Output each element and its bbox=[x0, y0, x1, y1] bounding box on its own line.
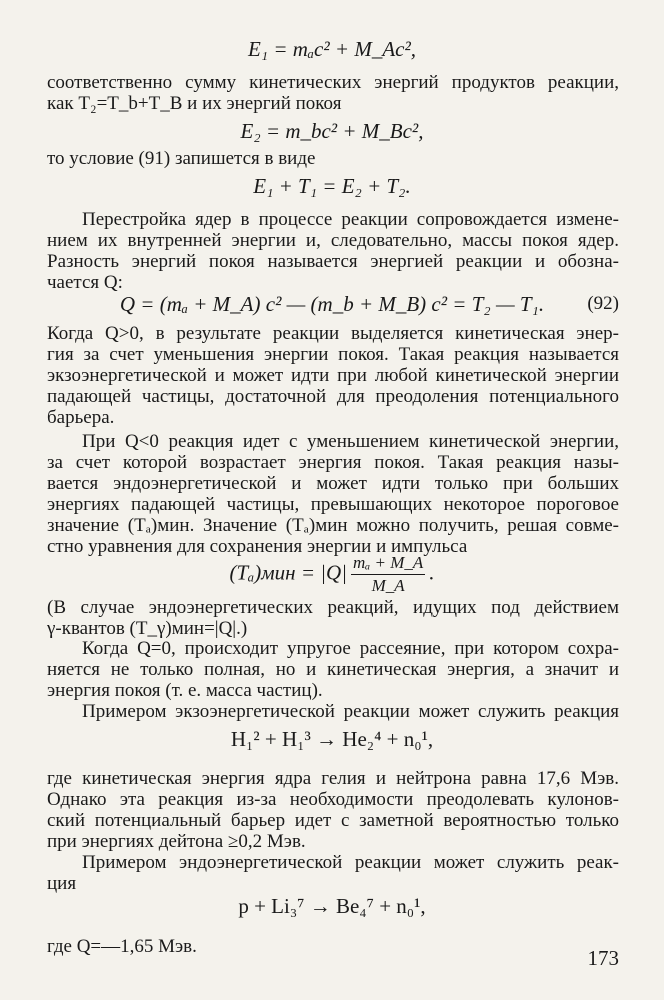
text-line: то условие (91) запишется в виде bbox=[47, 148, 316, 169]
text-line: Когда Q>0, в результате реакции выделяется кинетическая энер- bbox=[47, 323, 619, 344]
text-line: Разность энергий покоя называется энергией реакции и обозна- bbox=[47, 251, 619, 272]
text-line: стно уравнения для сохранения энергии и импульса bbox=[47, 536, 468, 557]
fraction-numerator: mₐ + M_A bbox=[351, 553, 425, 575]
text-line: как T₂=T_b+T_B и их энергий покоя bbox=[47, 93, 342, 114]
text-line: при энергиях дейтона ≥0,2 Мэв. bbox=[47, 831, 306, 852]
text-line: за счет которой возрастает энергия покоя. Такая реакция назы- bbox=[47, 452, 619, 473]
equation-number: (92) bbox=[587, 293, 619, 314]
formula-q-body: Q = (mₐ + M_A) c² — (m_b + M_B) c² = T₂ — T₁. bbox=[119, 292, 545, 316]
text-line: энергия покоя (т. е. масса частиц). bbox=[47, 680, 323, 701]
formula-e2: E₂ = m_bc² + M_Bc², bbox=[240, 119, 424, 143]
text-line: Однако эта реакция из-за необходимости преодолевать кулонов- bbox=[47, 789, 619, 810]
text-line: значение (Tₐ)мин. Значение (Tₐ)мин можно получить, решая совме- bbox=[47, 515, 619, 536]
text-line: (В случае эндоэнергетических реакций, идущих под действием bbox=[47, 597, 619, 618]
text-line: Примером эндоэнергетической реакции может служить реак- bbox=[82, 852, 619, 873]
text-line: Когда Q=0, происходит упругое рассеяние, при котором сохра- bbox=[82, 638, 619, 659]
text-line: нием их внутренней энергии и, следовательно, массы покоя ядер. bbox=[47, 230, 619, 251]
text-line: где Q=—1,65 Мэв. bbox=[47, 936, 197, 957]
threshold-lhs: (Tₐ)мин = |Q| bbox=[229, 560, 347, 585]
page-number: 173 bbox=[587, 946, 619, 970]
formula-threshold bbox=[0, 553, 664, 596]
formula-q-definition bbox=[0, 291, 664, 317]
text-line: где кинетическая энергия ядра гелия и нейтрона равна 17,6 Мэв. bbox=[47, 768, 619, 789]
text-line: ский потенциальный барьер идет с заметной вероятностью только bbox=[47, 810, 619, 831]
text-line: гия за счет уменьшения энергии покоя. Такая реакция называется bbox=[47, 344, 619, 365]
formula-endo-reaction: p + Li₃⁷ → Be₄⁷ + n₀¹, bbox=[238, 894, 426, 918]
text-line: вается эндоэнергетической и может идти только при больших bbox=[47, 473, 619, 494]
text-line: При Q<0 реакция идет с уменьшением кинетической энергии, bbox=[82, 431, 619, 452]
threshold-fraction bbox=[351, 553, 425, 596]
text-line: падающей частицы, достаточной для преодоления потенциального bbox=[47, 386, 619, 407]
text-line: экзоэнергетической и может идти при любой кинетической энергии bbox=[47, 365, 619, 386]
text-line: γ-квантов (T_γ)мин=|Q|.) bbox=[47, 618, 248, 639]
text-line: барьера. bbox=[47, 407, 115, 428]
text-line: чается Q: bbox=[47, 272, 123, 293]
text-line: соответственно сумму кинетических энергий продуктов реакции, bbox=[47, 72, 619, 93]
text-line: ция bbox=[47, 873, 77, 894]
fraction-denominator: M_A bbox=[371, 576, 405, 595]
text-line: няется не только полная, но и кинетическая энергия, а значит и bbox=[47, 659, 619, 680]
formula-e1: E₁ = mₐc² + M_Ac², bbox=[247, 37, 417, 61]
formula-condition: E₁ + T₁ = E₂ + T₂. bbox=[253, 174, 411, 198]
text-line: Примером экзоэнергетической реакции может служить реакция bbox=[82, 701, 619, 722]
formula-exo-reaction: H₁² + H₁³ → He₂⁴ + n₀¹, bbox=[230, 727, 434, 751]
text-line: Перестройка ядер в процессе реакции сопровождается измене- bbox=[82, 209, 619, 230]
text-line: энергиях падающей частицы, превышающих некоторое пороговое bbox=[47, 494, 619, 515]
threshold-end: . bbox=[429, 560, 435, 585]
